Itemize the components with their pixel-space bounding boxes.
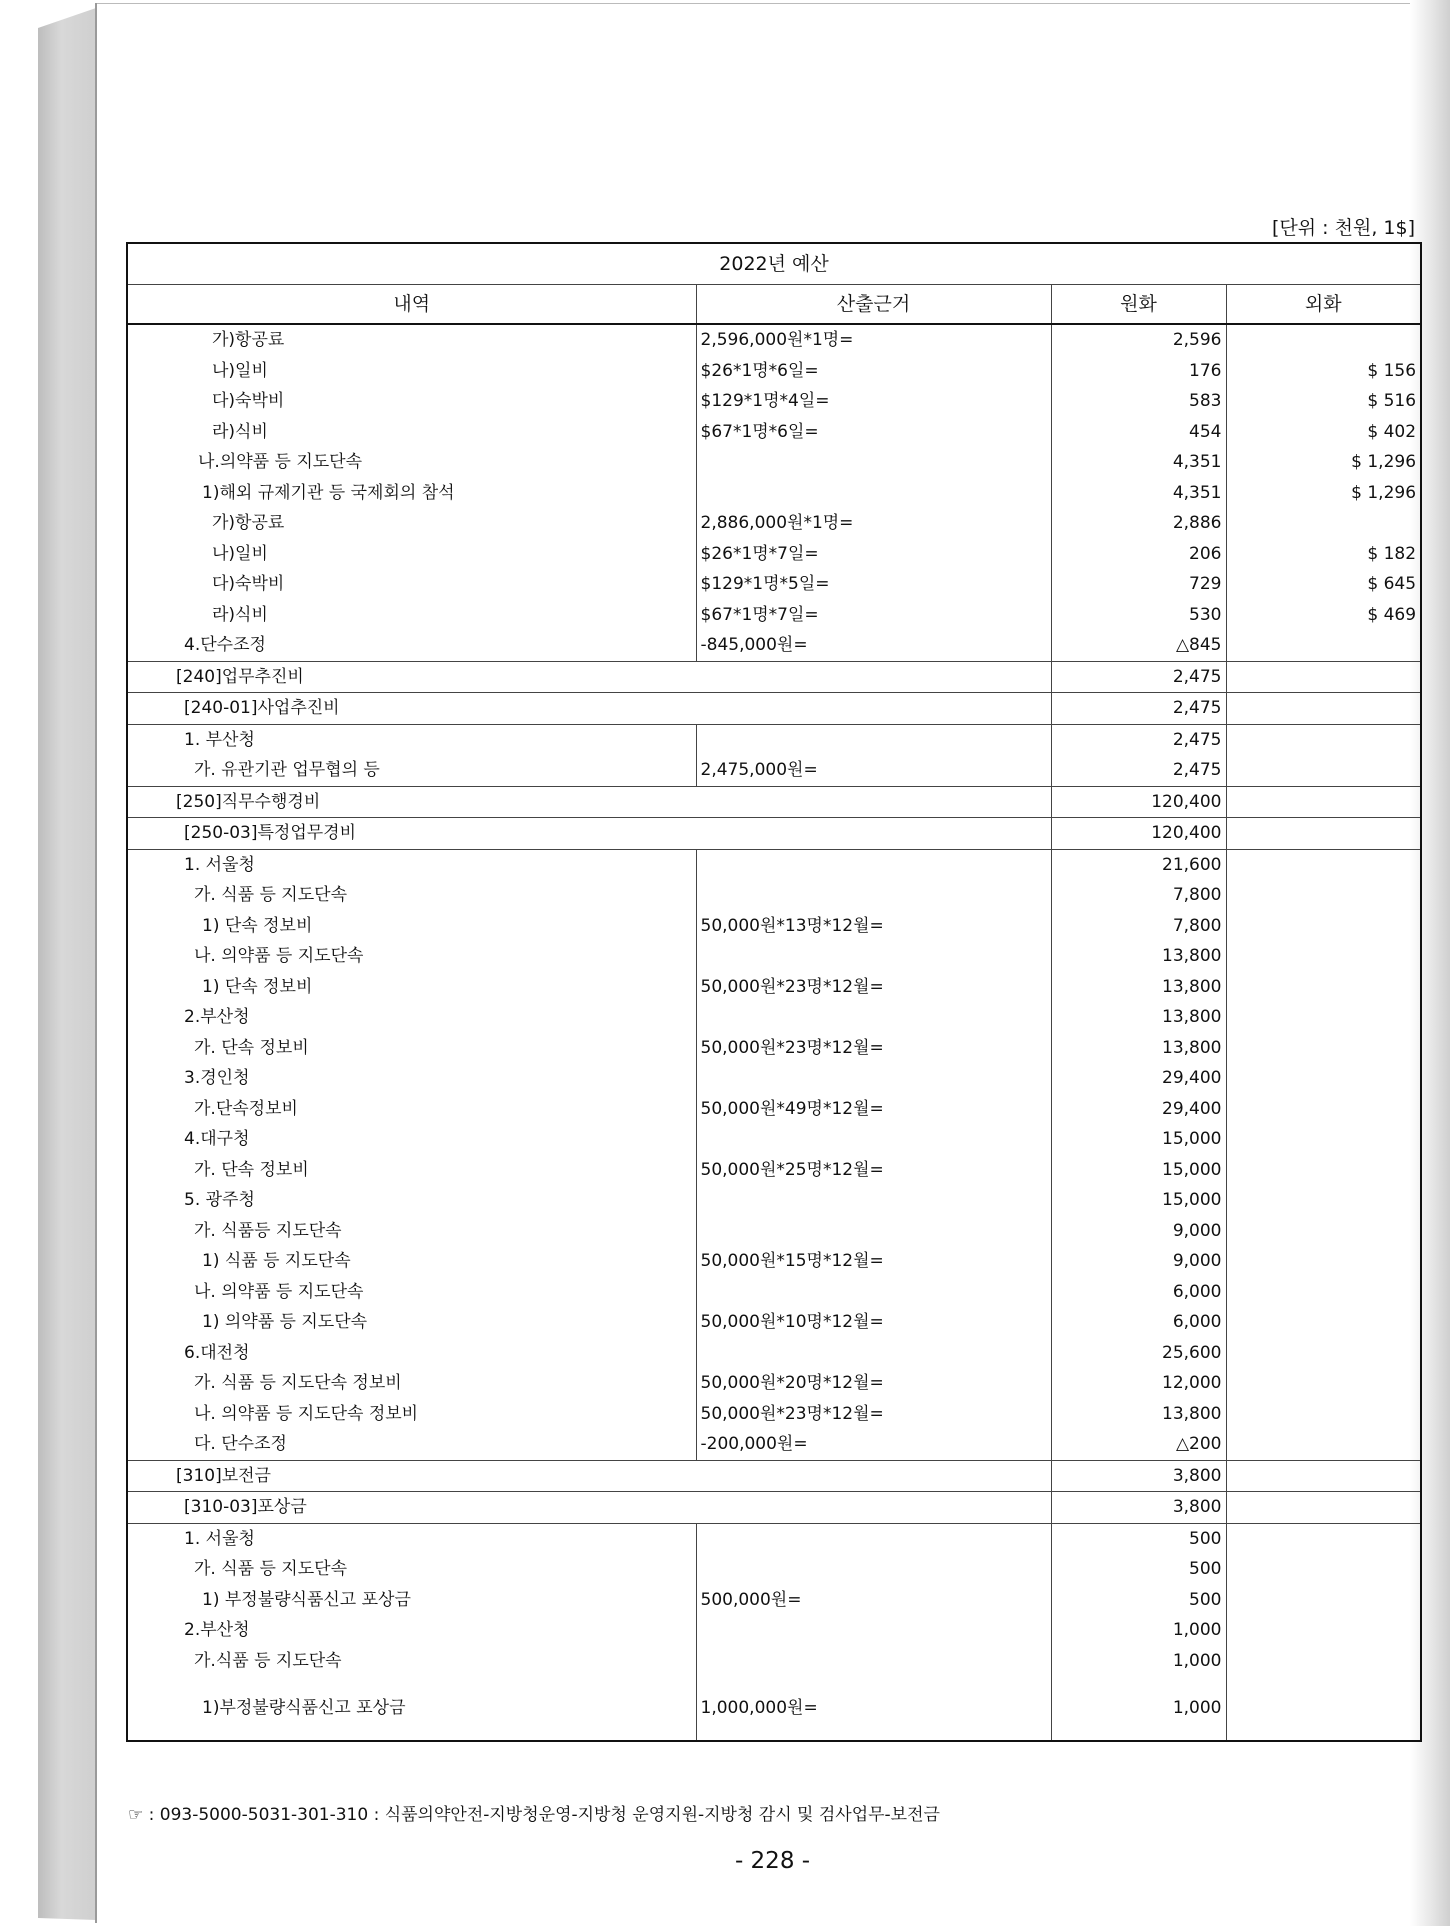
table-row (127, 880, 1421, 911)
row-foreign (1226, 1307, 1421, 1338)
row-label: 가)항공료 (127, 508, 696, 539)
row-krw: 25,600 (1051, 1338, 1226, 1369)
row-foreign (1226, 880, 1421, 911)
row-label: [240]업무추진비 (127, 661, 1051, 693)
footnote: ☞ : 093-5000-5031-301-310 : 식품의약안전-지방청운영-지방청 운영지원-지방청 감시 및 검사업무-보전금 (128, 1805, 940, 1825)
row-basis (696, 941, 1051, 972)
row-krw: 2,886 (1051, 508, 1226, 539)
row-krw: 2,475 (1051, 661, 1226, 693)
row-foreign (1226, 630, 1421, 661)
row-label: 1)부정불량식품신고 포상금 (127, 1676, 696, 1741)
row-label: 가. 식품 등 지도단속 정보비 (127, 1368, 696, 1399)
header-item: 내역 (127, 285, 696, 325)
row-krw: 500 (1051, 1523, 1226, 1554)
book-spine (38, 8, 96, 1920)
row-krw: 2,475 (1051, 724, 1226, 755)
row-krw: 2,475 (1051, 693, 1226, 725)
row-krw: 1,000 (1051, 1615, 1226, 1646)
table-row (127, 1094, 1421, 1125)
row-krw: 15,000 (1051, 1155, 1226, 1186)
row-krw: 21,600 (1051, 849, 1226, 880)
row-label: [250-03]특정업무경비 (127, 818, 1051, 850)
table-row (127, 539, 1421, 570)
row-basis (696, 1002, 1051, 1033)
row-label: 4.단수조정 (127, 630, 696, 661)
table-row (127, 941, 1421, 972)
row-label: 1) 단속 정보비 (127, 972, 696, 1003)
row-foreign (1226, 911, 1421, 942)
row-label: 가. 식품등 지도단속 (127, 1216, 696, 1247)
row-basis (696, 1124, 1051, 1155)
row-foreign (1226, 1399, 1421, 1430)
table-row (127, 1676, 1421, 1741)
row-krw: △845 (1051, 630, 1226, 661)
header-foreign: 외화 (1226, 285, 1421, 325)
row-basis (696, 1338, 1051, 1369)
row-basis (696, 1063, 1051, 1094)
row-label: 가)항공료 (127, 324, 696, 356)
table-row (127, 1646, 1421, 1677)
row-label: 가. 단속 정보비 (127, 1155, 696, 1186)
row-label: [310-03]포상금 (127, 1492, 1051, 1524)
row-foreign (1226, 1429, 1421, 1460)
row-basis: $129*1명*4일= (696, 386, 1051, 417)
row-basis: 50,000원*15명*12월= (696, 1246, 1051, 1277)
table-body (127, 324, 1421, 1741)
row-krw: △200 (1051, 1429, 1226, 1460)
row-basis: 50,000원*23명*12월= (696, 972, 1051, 1003)
table-row (127, 1124, 1421, 1155)
row-label: 나. 의약품 등 지도단속 정보비 (127, 1399, 696, 1430)
row-foreign: $ 402 (1226, 417, 1421, 448)
table-row (127, 1155, 1421, 1186)
row-krw: 2,475 (1051, 755, 1226, 786)
row-basis: 2,596,000원*1명= (696, 324, 1051, 356)
table-row (127, 600, 1421, 631)
row-krw: 15,000 (1051, 1185, 1226, 1216)
row-foreign (1226, 724, 1421, 755)
row-label: 다. 단수조정 (127, 1429, 696, 1460)
row-foreign (1226, 1002, 1421, 1033)
row-basis (696, 1554, 1051, 1585)
table-row (127, 911, 1421, 942)
table-row (127, 1216, 1421, 1247)
row-basis: 50,000원*49명*12월= (696, 1094, 1051, 1125)
row-basis: 50,000원*20명*12월= (696, 1368, 1051, 1399)
table-row (127, 386, 1421, 417)
row-basis (696, 478, 1051, 509)
row-foreign (1226, 849, 1421, 880)
section-row (127, 693, 1421, 725)
row-krw: 12,000 (1051, 1368, 1226, 1399)
row-foreign (1226, 1124, 1421, 1155)
row-foreign: $ 1,296 (1226, 447, 1421, 478)
table-row (127, 356, 1421, 387)
row-basis (696, 1277, 1051, 1308)
row-foreign (1226, 1523, 1421, 1554)
row-basis: $67*1명*6일= (696, 417, 1051, 448)
row-krw: 4,351 (1051, 447, 1226, 478)
row-krw: 13,800 (1051, 1399, 1226, 1430)
row-foreign (1226, 941, 1421, 972)
row-krw: 120,400 (1051, 786, 1226, 818)
row-label: [240-01]사업추진비 (127, 693, 1051, 725)
row-foreign (1226, 1246, 1421, 1277)
row-basis: 50,000원*25명*12월= (696, 1155, 1051, 1186)
table-row (127, 1523, 1421, 1554)
row-foreign (1226, 818, 1421, 850)
row-foreign (1226, 1277, 1421, 1308)
row-basis (696, 1615, 1051, 1646)
row-basis: $26*1명*7일= (696, 539, 1051, 570)
row-foreign (1226, 508, 1421, 539)
table-row (127, 1277, 1421, 1308)
row-label: 나.의약품 등 지도단속 (127, 447, 696, 478)
row-foreign (1226, 324, 1421, 356)
row-label: [250]직무수행경비 (127, 786, 1051, 818)
table-row (127, 755, 1421, 786)
table-row (127, 1307, 1421, 1338)
row-krw: 2,596 (1051, 324, 1226, 356)
header-krw: 원화 (1051, 285, 1226, 325)
row-label: 1) 식품 등 지도단속 (127, 1246, 696, 1277)
row-krw: 13,800 (1051, 972, 1226, 1003)
row-basis (696, 1523, 1051, 1554)
row-krw: 4,351 (1051, 478, 1226, 509)
table-row (127, 1399, 1421, 1430)
section-row (127, 1460, 1421, 1492)
row-foreign (1226, 1368, 1421, 1399)
row-krw: 7,800 (1051, 880, 1226, 911)
row-foreign (1226, 1033, 1421, 1064)
row-krw: 120,400 (1051, 818, 1226, 850)
table-title: 2022년 예산 (127, 243, 1421, 285)
row-basis: -200,000원= (696, 1429, 1051, 1460)
row-label: 나. 의약품 등 지도단속 (127, 941, 696, 972)
row-label: 1) 의약품 등 지도단속 (127, 1307, 696, 1338)
table-row (127, 447, 1421, 478)
row-foreign (1226, 1338, 1421, 1369)
row-label: 1. 서울청 (127, 849, 696, 880)
row-label: 1. 서울청 (127, 1523, 696, 1554)
row-basis (696, 1216, 1051, 1247)
row-foreign: $ 156 (1226, 356, 1421, 387)
row-basis (696, 1646, 1051, 1677)
row-foreign (1226, 1185, 1421, 1216)
table-row (127, 1063, 1421, 1094)
section-row (127, 786, 1421, 818)
row-basis (696, 1185, 1051, 1216)
table-row (127, 1033, 1421, 1064)
row-label: 2.부산청 (127, 1615, 696, 1646)
row-label: 라)식비 (127, 600, 696, 631)
row-foreign: $ 469 (1226, 600, 1421, 631)
row-foreign: $ 516 (1226, 386, 1421, 417)
row-foreign (1226, 1554, 1421, 1585)
row-basis: 1,000,000원= (696, 1676, 1051, 1741)
table-row (127, 1002, 1421, 1033)
row-basis: 50,000원*23명*12월= (696, 1399, 1051, 1430)
row-krw: 454 (1051, 417, 1226, 448)
row-label: 1. 부산청 (127, 724, 696, 755)
table-row (127, 478, 1421, 509)
budget-table (126, 242, 1422, 1742)
row-foreign (1226, 1492, 1421, 1524)
section-row (127, 661, 1421, 693)
row-label: 가. 식품 등 지도단속 (127, 1554, 696, 1585)
row-krw: 6,000 (1051, 1307, 1226, 1338)
row-label: 3.경인청 (127, 1063, 696, 1094)
row-foreign (1226, 755, 1421, 786)
table-row (127, 1185, 1421, 1216)
row-foreign (1226, 661, 1421, 693)
table-row (127, 1585, 1421, 1616)
row-foreign (1226, 1460, 1421, 1492)
row-label: 라)식비 (127, 417, 696, 448)
table-row (127, 508, 1421, 539)
row-krw: 500 (1051, 1585, 1226, 1616)
row-label: 2.부산청 (127, 1002, 696, 1033)
row-basis (696, 849, 1051, 880)
row-basis (696, 880, 1051, 911)
row-basis: 50,000원*23명*12월= (696, 1033, 1051, 1064)
row-krw: 9,000 (1051, 1216, 1226, 1247)
row-label: 다)숙박비 (127, 386, 696, 417)
row-label: 가. 단속 정보비 (127, 1033, 696, 1064)
row-krw: 9,000 (1051, 1246, 1226, 1277)
row-basis: 2,886,000원*1명= (696, 508, 1051, 539)
table-row (127, 724, 1421, 755)
row-foreign (1226, 693, 1421, 725)
row-label: 가.식품 등 지도단속 (127, 1646, 696, 1677)
row-foreign: $ 182 (1226, 539, 1421, 570)
page-number: - 228 - (734, 1848, 811, 1874)
row-krw: 176 (1051, 356, 1226, 387)
row-krw: 13,800 (1051, 1033, 1226, 1064)
row-label: 5. 광주청 (127, 1185, 696, 1216)
section-row (127, 1492, 1421, 1524)
table-row (127, 569, 1421, 600)
row-krw: 29,400 (1051, 1063, 1226, 1094)
row-foreign (1226, 1155, 1421, 1186)
row-basis: $67*1명*7일= (696, 600, 1051, 631)
table-row (127, 1429, 1421, 1460)
row-basis: 2,475,000원= (696, 755, 1051, 786)
row-foreign (1226, 1094, 1421, 1125)
row-basis: 50,000원*10명*12월= (696, 1307, 1051, 1338)
row-krw: 29,400 (1051, 1094, 1226, 1125)
table-row (127, 1338, 1421, 1369)
row-foreign (1226, 1585, 1421, 1616)
row-krw: 13,800 (1051, 941, 1226, 972)
table-row (127, 324, 1421, 356)
table-row (127, 849, 1421, 880)
row-foreign (1226, 972, 1421, 1003)
row-basis (696, 724, 1051, 755)
row-basis: 50,000원*13명*12월= (696, 911, 1051, 942)
row-label: 나)일비 (127, 356, 696, 387)
table-row (127, 1246, 1421, 1277)
row-krw: 1,000 (1051, 1646, 1226, 1677)
row-krw: 206 (1051, 539, 1226, 570)
table-row (127, 417, 1421, 448)
row-basis: $129*1명*5일= (696, 569, 1051, 600)
row-label: 1)해외 규제기관 등 국제회의 참석 (127, 478, 696, 509)
row-label: 가. 식품 등 지도단속 (127, 880, 696, 911)
row-label: 1) 단속 정보비 (127, 911, 696, 942)
row-label: 가. 유관기관 업무협의 등 (127, 755, 696, 786)
row-krw: 729 (1051, 569, 1226, 600)
row-foreign (1226, 1615, 1421, 1646)
header-basis: 산출근거 (696, 285, 1051, 325)
table-row (127, 1554, 1421, 1585)
row-foreign (1226, 1063, 1421, 1094)
table-header-row (127, 285, 1421, 325)
row-label: 나. 의약품 등 지도단속 (127, 1277, 696, 1308)
row-basis (696, 447, 1051, 478)
table-row (127, 630, 1421, 661)
row-krw: 15,000 (1051, 1124, 1226, 1155)
row-foreign (1226, 1676, 1421, 1741)
row-krw: 6,000 (1051, 1277, 1226, 1308)
row-foreign (1226, 1216, 1421, 1247)
table-title-row (127, 243, 1421, 285)
row-foreign: $ 645 (1226, 569, 1421, 600)
row-label: 나)일비 (127, 539, 696, 570)
row-krw: 1,000 (1051, 1676, 1226, 1741)
row-foreign (1226, 1646, 1421, 1677)
table-row (127, 972, 1421, 1003)
row-basis: $26*1명*6일= (696, 356, 1051, 387)
row-foreign (1226, 786, 1421, 818)
row-label: 다)숙박비 (127, 569, 696, 600)
row-label: 6.대전청 (127, 1338, 696, 1369)
row-krw: 3,800 (1051, 1492, 1226, 1524)
row-foreign: $ 1,296 (1226, 478, 1421, 509)
row-label: 가.단속정보비 (127, 1094, 696, 1125)
row-label: 4.대구청 (127, 1124, 696, 1155)
row-krw: 500 (1051, 1554, 1226, 1585)
row-krw: 7,800 (1051, 911, 1226, 942)
row-label: [310]보전금 (127, 1460, 1051, 1492)
unit-note: [단위 : 천원, 1$] (1272, 217, 1415, 239)
row-krw: 3,800 (1051, 1460, 1226, 1492)
row-basis: -845,000원= (696, 630, 1051, 661)
section-row (127, 818, 1421, 850)
row-basis: 500,000원= (696, 1585, 1051, 1616)
table-row (127, 1615, 1421, 1646)
row-label: 1) 부정불량식품신고 포상금 (127, 1585, 696, 1616)
row-krw: 530 (1051, 600, 1226, 631)
row-krw: 13,800 (1051, 1002, 1226, 1033)
table-row (127, 1368, 1421, 1399)
row-krw: 583 (1051, 386, 1226, 417)
